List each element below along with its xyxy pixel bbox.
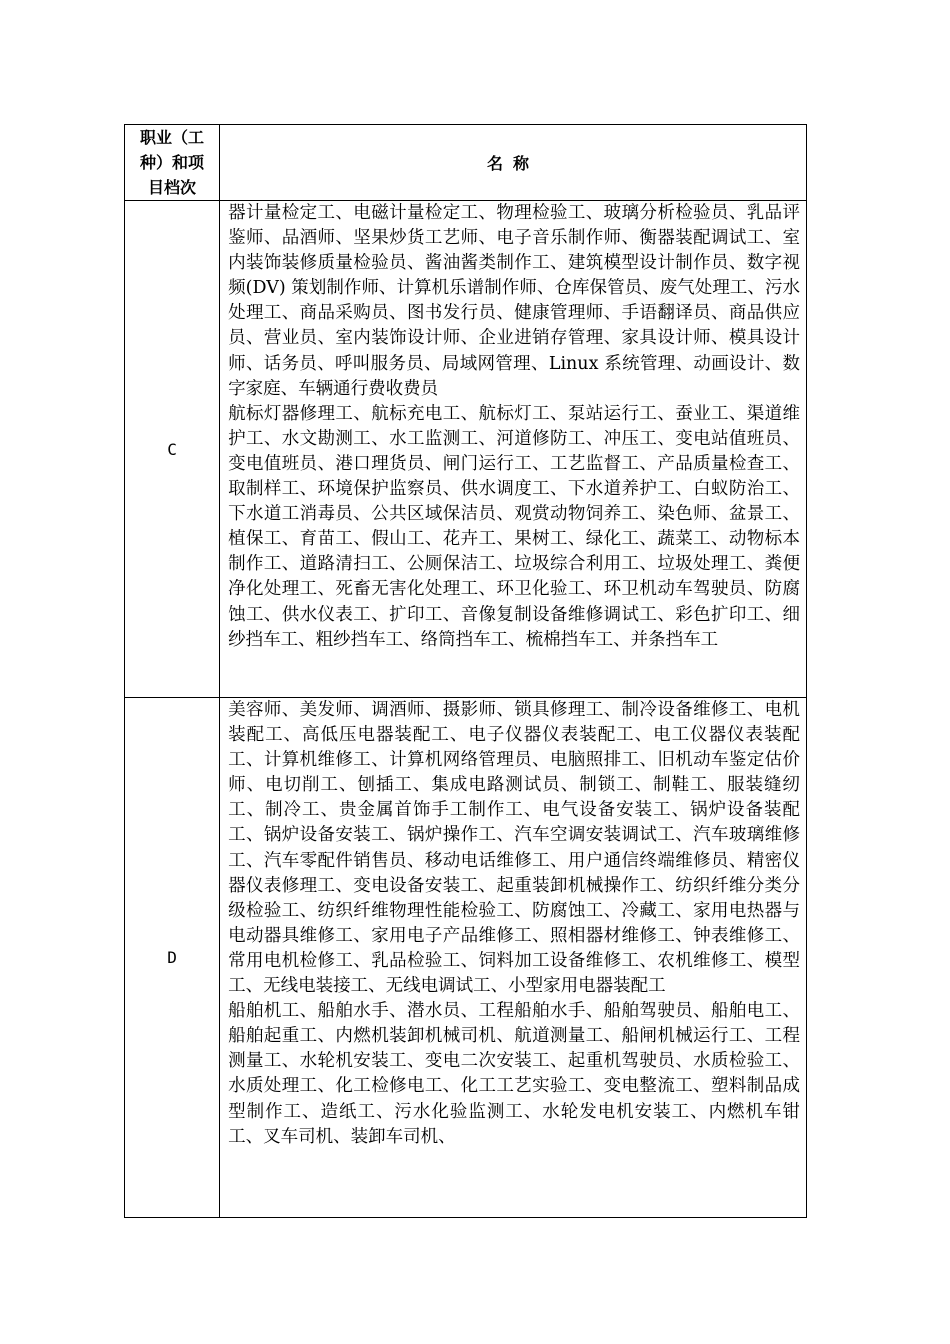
- occupation-table: [124, 124, 807, 1218]
- header-category-line-3: 目档次: [148, 178, 197, 197]
- occupation-names-cell: [220, 201, 807, 698]
- grade-cell: C: [125, 201, 220, 698]
- occupation-names-cell: [220, 698, 807, 1218]
- occupation-paragraph: 航标灯器修理工、航标充电工、航标灯工、泵站运行工、蚕业工、渠道维护工、水文勘测工、水工监测工、河道修防工、冲压工、变电站值班员、变电值班员、港口理货员、闸门运行工、工艺监督工、产品质量检查工、取制样工、环境保护监察员、供水调度工、下水道养护工、白蚁防治工、下水道工消毒员、公共区域保洁员、观赏动物饲养工、染色师、盆景工、植保工、育苗工、假山工、花卉工、果树工、绿化工、蔬菜工、动物标本制作工、道路清扫工、公厕保洁工、垃圾综合利用工、垃圾处理工、粪便净化处理工、死畜无害化处理工、环卫化验工、环卫机动车驾驶员、防腐蚀工、供水仪表工、扩印工、音像复制设备维修调试工、彩色扩印工、细纱挡车工、粗纱挡车工、络筒挡车工、梳棉挡车工、并条挡车工: [228, 403, 800, 650]
- table-header-row: [125, 125, 807, 201]
- occupation-paragraph: 美容师、美发师、调酒师、摄影师、锁具修理工、制冷设备维修工、电机装配工、高低压电器装配工、电子仪器仪表装配工、电工仪器仪表装配工、计算机维修工、计算机网络管理员、电脑照排工、旧机动车鉴定估价师、电切削工、刨插工、集成电路测试员、制锁工、制鞋工、服装缝纫工、制冷工、贵金属首饰手工制作工、电气设备安装工、锅炉设备装配工、锅炉设备安装工、锅炉操作工、汽车空调安装调试工、汽车玻璃维修工、汽车零配件销售员、移动电话维修工、用户通信终端维修员、精密仪器仪表修理工、变电设备安装工、起重装卸机械操作工、纺织纤维分类分级检验工、纺织纤维物理性能检验工、防腐蚀工、冷藏工、家用电热器与电动器具维修工、家用电子产品维修工、照相器材维修工、钟表维修工、常用电机检修工、乳品检验工、饲料加工设备维修工、农机维修工、模型工、无线电装接工、无线电调试工、小型家用电器装配工: [228, 700, 800, 997]
- table-row: [125, 698, 807, 1218]
- header-category-cell: [125, 125, 220, 201]
- occupation-paragraph: 船舶机工、船舶水手、潜水员、工程船舶水手、船舶驾驶员、船舶电工、船舶起重工、内燃机装卸机械司机、航道测量工、船闸机械运行工、工程测量工、水轮机安装工、变电二次安装工、起重机驾驶员、水质检验工、水质处理工、化工检修电工、化工工艺实验工、变电整流工、塑料制品成型制作工、造纸工、污水化验监测工、水轮发电机安装工、内燃机车钳工、叉车司机、装卸车司机、: [228, 1001, 800, 1147]
- occupation-paragraph: 器计量检定工、电磁计量检定工、物理检验工、玻璃分析检验员、乳品评鉴师、品酒师、坚果炒货工艺师、电子音乐制作师、衡器装配调试工、室内装饰装修质量检验员、酱油酱类制作工、建筑模型设计制作员、数字视频(DV) 策划制作师、计算机乐谱制作师、仓库保管员、废气处理工、污水处理工、商品采购员、图书发行员、健康管理师、手语翻译员、商品供应员、营业员、室内装饰设计师、企业进销存管理、家具设计师、模具设计师、话务员、呼叫服务员、局域网管理、Linux 系统管理、动画设计、数字家庭、车辆通行费收费员: [228, 203, 800, 399]
- grade-cell: D: [125, 698, 220, 1218]
- header-category-line-1: 职业（工: [140, 128, 205, 147]
- table-row: [125, 201, 807, 698]
- header-category-line-2: 种）和项: [140, 153, 205, 172]
- header-name-cell: 名称: [220, 125, 807, 201]
